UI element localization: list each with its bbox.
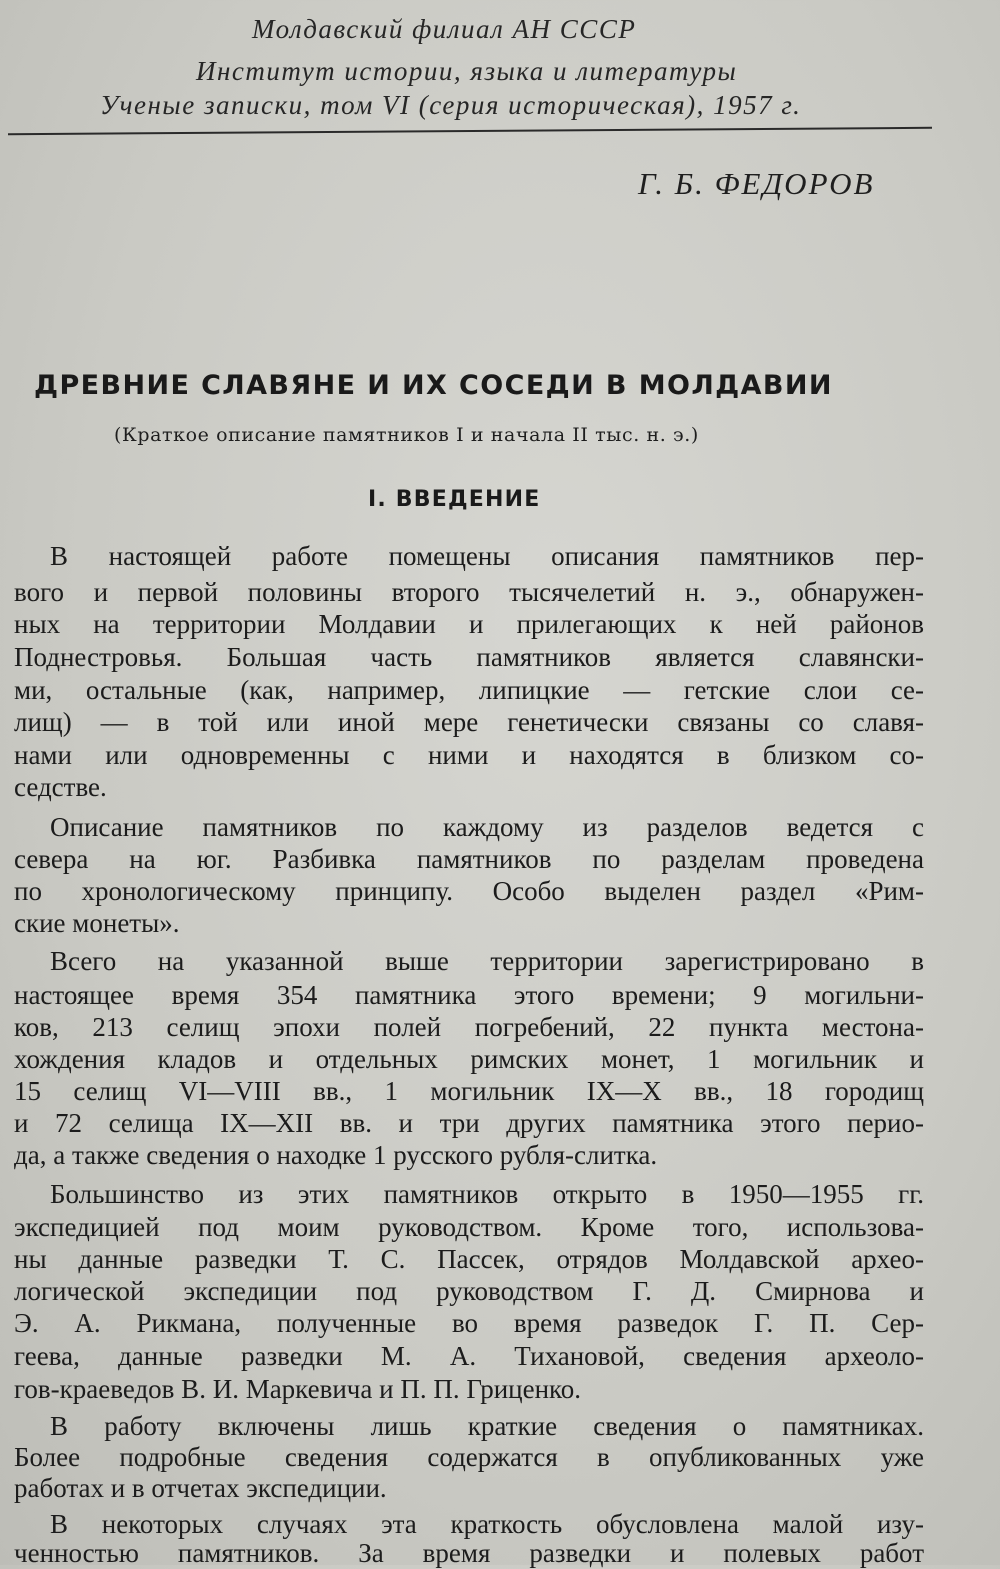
header-divider xyxy=(8,127,932,135)
body-line: экспедицией под моим руководством. Кроме того, использова- xyxy=(14,1212,924,1242)
body-line: Поднестровья. Большая часть памятников является славянски- xyxy=(14,642,924,672)
body-line: седстве. xyxy=(14,772,107,802)
article-title: ДРЕВНИЕ СЛАВЯНЕ И ИХ СОСЕДИ В МОЛДАВИИ xyxy=(34,370,833,401)
body-line: 15 селищ VI—VIII вв., 1 могильник IX—X вв., 18 городищ xyxy=(14,1076,924,1106)
body-line: Э. А. Рикмана, полученные во время разведок Г. П. Сер- xyxy=(14,1308,924,1338)
body-line: Всего на указанной выше территории зарегистрировано в xyxy=(50,946,924,976)
body-line: ных на территории Молдавии и прилегающих к ней районов xyxy=(14,609,924,639)
body-line: В настоящей работе помещены описания памятников пер- xyxy=(50,541,924,571)
body-line: логической экспедиции под руководством Г. Д. Смирнова и xyxy=(14,1276,924,1306)
body-line: ны данные разведки Т. С. Пассек, отрядов Молдавской архео- xyxy=(14,1244,924,1274)
body-line: ми, остальные (как, например, липицкие — гетские слои се- xyxy=(14,675,924,705)
body-line: работах и в отчетах экспедиции. xyxy=(14,1473,387,1503)
author-name: Г. Б. ФЕДОРОВ xyxy=(638,166,875,201)
section-heading: I. ВВЕДЕНИЕ xyxy=(368,487,541,512)
body-line: вого и первой половины второго тысячелетий н. э., обнаружен- xyxy=(14,577,924,607)
body-line: по хронологическому принципу. Особо выделен раздел «Рим- xyxy=(14,876,924,906)
body-line: геева, данные разведки М. А. Тихановой, сведения археоло- xyxy=(14,1341,924,1371)
body-line: да, а также сведения о находке 1 русского рубля-слитка. xyxy=(14,1140,658,1170)
body-line: лищ) — в той или иной мере генетически связаны со славя- xyxy=(14,707,924,737)
body-line: настоящее время 354 памятника этого времени; 9 могильни- xyxy=(14,980,924,1010)
body-line: гов-краеведов В. И. Маркевича и П. П. Гриценко. xyxy=(14,1374,582,1404)
body-line: и 72 селища IX—XII вв. и три других памятника этого перио- xyxy=(14,1108,924,1138)
body-line: Более подробные сведения содержатся в опубликованных уже xyxy=(14,1442,924,1472)
body-line: Большинство из этих памятников открыто в 1950—1955 гг. xyxy=(50,1179,924,1209)
header-line-3: Ученые записки, том VI (серия историческая), 1957 г. xyxy=(100,90,802,120)
body-line: ченностью памятников. За время разведки и полевых работ xyxy=(14,1538,924,1568)
body-line: В некоторых случаях эта краткость обусловлена малой изу- xyxy=(50,1509,924,1539)
body-line: В работу включены лишь краткие сведения о памятниках. xyxy=(50,1411,924,1441)
body-line: Описание памятников по каждому из разделов ведется с xyxy=(50,812,924,842)
body-line: нами или одновременны с ними и находятся в близком со- xyxy=(14,740,924,770)
body-line: севера на юг. Разбивка памятников по разделам проведена xyxy=(14,844,924,874)
article-subtitle: (Краткое описание памятников I и начала II тыс. н. э.) xyxy=(114,424,699,446)
body-line: ские монеты». xyxy=(14,908,180,938)
header-line-2: Институт истории, языка и литературы xyxy=(196,56,738,86)
body-line: ков, 213 селищ эпохи полей погребений, 22 пункта местона- xyxy=(14,1012,924,1042)
body-line: хождения кладов и отдельных римских монет, 1 могильник и xyxy=(14,1044,924,1074)
header-line-1: Молдавский филиал АН СССР xyxy=(252,14,637,44)
